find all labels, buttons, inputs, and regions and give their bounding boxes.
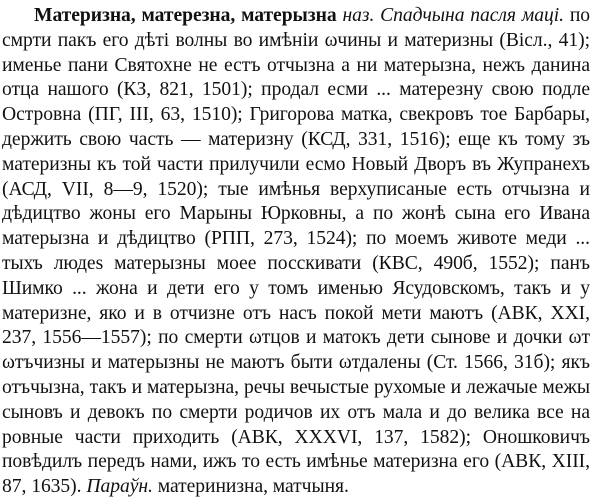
definition: Спадчына пасля маці. [380, 5, 564, 26]
cross-reference-label: Параўн. [86, 476, 153, 498]
part-of-speech: наз. [342, 5, 375, 26]
dictionary-entry [2, 4, 590, 500]
headword: Материзна, матерезна, матерызна [34, 5, 337, 26]
cross-reference-words: материнизна, матчыня. [157, 476, 349, 498]
entry-citations: по смрти пакъ его дѣті волны во имѣніи ωчины и материзны (Вісл., 41); именье пани Святохне не естъ отчызна а ни матерызна, нежъ данина отца нашого (КЗ, 821, 1501); продал есми ... матерезну свою подле Островна (ПГ, III, 63, 1510); Григорова матка, свекровъ тое Барбары, держить свою часть — материзну (КСД, 331, 1516); еще къ тому зъ материзны къ той части прилучили есмо Новый Дворъ въ Жупранехъ (АСД, VII, 8—9, 1520); тые имѣнья верхуписаные есть отчызна и дѣдицтво жоны его Марыны Юрковны, а по жонѣ сына его Ивана матерызна и дѣдицтво (РПП, 273, 1524); по моемъ животе меди ... тыхъ людеѕ матерызны моее посскивати (КВС, 490б, 1552); панъ Шимко ... жона и дети его у томъ именью Ясудовскомъ, такъ и у материзне, яко и в отчизне отъ насъ покой мети маютъ (АВК, XXI, 237, 1556—1557); по смерти ωтцов и матокъ дети сынове и дочки ωт ωтъчизны и матерызны не маютъ быти ωтдалены (Ст. 1566, 31б); якъ отъчызна, такъ и матерызна, речы вечыстые рухомые и лежачые межы сыновъ и девокъ по смерти родичов их отъ мала и до велика все на ровные части приходить (АВК, XXXVI, 137, 1582); Оношковичъ повѣдилъ передъ нами, ижъ то есть имѣнье материзна его (АВК, XIII, 87, 1635). [2, 5, 590, 498]
